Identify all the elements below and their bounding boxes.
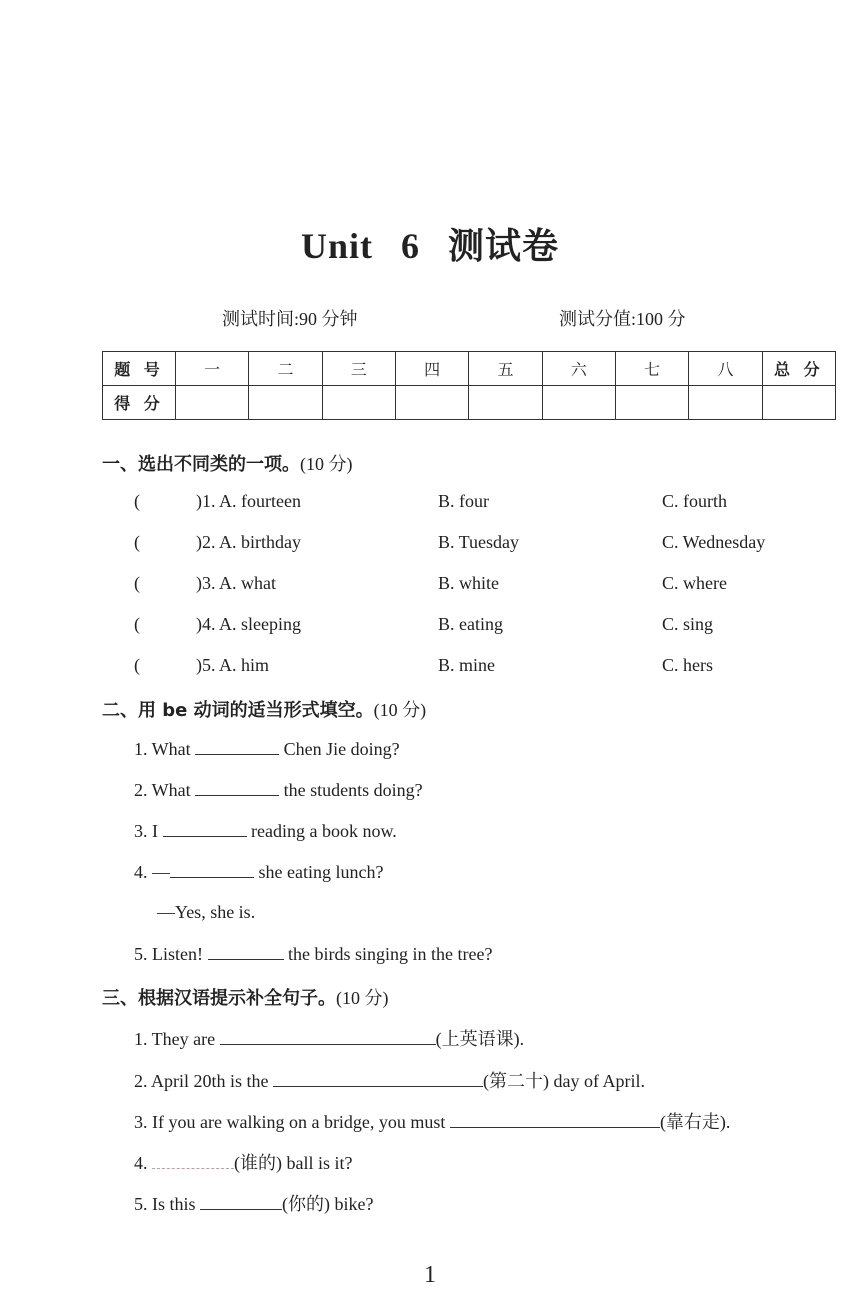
section1-option-a: )4. A. sleeping [196,614,301,634]
section2-item [134,820,397,842]
item-text: 1. They are [134,1029,220,1049]
item-text: (你的) bike? [282,1194,374,1214]
section1-title: 一、选出不同类的一项。 [102,454,300,475]
item-text: 2. April 20th is the [134,1071,273,1091]
section1-option-c: C. sing [662,614,714,634]
section1-paren[interactable]: ( [134,655,140,675]
section2-heading [102,696,426,722]
fill-blank[interactable] [200,1193,282,1210]
section2-item [134,779,423,801]
section3-item [134,1108,730,1134]
section1-option-b: B. Tuesday [438,532,520,552]
fill-blank[interactable] [195,738,279,755]
section1-heading [102,450,353,476]
score-cell[interactable] [249,386,322,420]
page-number: 1 [424,1262,436,1288]
item-text: 2. What [134,780,196,800]
header-cell: 四 [395,352,468,386]
section1-paren[interactable]: ( [134,614,140,634]
section1-paren[interactable]: ( [134,573,140,593]
section1-option-a: )2. A. birthday [196,532,301,552]
score-table-score-row [103,386,836,420]
score-cell[interactable] [176,386,249,420]
section3-heading [102,984,389,1010]
section1-points: (10 分) [300,454,353,474]
header-cell: 总 分 [762,352,835,386]
title-unit: Unit [300,226,373,266]
item-text: (靠右走). [659,1112,731,1132]
item-text: (上英语课). [435,1029,525,1049]
header-cell: 二 [249,352,322,386]
score-cell[interactable] [395,386,468,420]
section1-option-c: C. Wednesday [662,532,766,552]
section1-option-c: C. where [662,573,727,593]
section3-title: 三、根据汉语提示补全句子。 [102,988,336,1009]
section1-paren[interactable]: ( [134,532,140,552]
item-text: 5. Listen! [134,944,208,964]
header-cell: 八 [689,352,762,386]
section1-option-c: C. hers [662,655,713,675]
section2-item [134,738,400,760]
item-text: 1. What [134,739,196,759]
test-time: 测试时间:90 分钟 [222,309,358,329]
fill-blank[interactable] [208,943,284,960]
item-text: she eating lunch? [254,862,384,882]
section2-title: 二、用 be 动词的适当形式填空。 [102,700,374,721]
item-text: the students doing? [279,780,423,800]
score-cell[interactable] [615,386,688,420]
section1-option-a: )3. A. what [196,573,276,593]
fill-blank[interactable] [152,1152,234,1169]
section2-item [134,943,492,965]
item-text: (第二十) day of April. [483,1071,645,1091]
section3-item [134,1190,373,1216]
section1-option-a: )5. A. him [196,655,270,675]
section3-points: (10 分) [336,988,389,1008]
fill-blank[interactable] [163,820,247,837]
header-cell: 题 号 [103,352,176,386]
section1-paren[interactable]: ( [134,491,140,511]
section1-option-b: B. four [438,491,489,511]
section1-option-c: C. fourth [662,491,727,511]
fill-blank[interactable] [220,1028,436,1045]
header-cell: 三 [322,352,395,386]
item-text: 4. [134,1153,152,1173]
header-cell: 七 [615,352,688,386]
score-table-header-row [103,352,836,386]
section2-item [134,861,383,883]
fill-blank[interactable] [273,1070,483,1087]
section1-option-b: B. mine [438,655,495,675]
section1-option-b: B. white [438,573,499,593]
section1-option-a: )1. A. fourteen [196,491,301,511]
fill-blank[interactable] [450,1111,660,1128]
score-cell[interactable] [689,386,762,420]
section1-option-b: B. eating [438,614,503,634]
header-cell: 一 [176,352,249,386]
fill-blank[interactable] [195,779,279,796]
item-text: 5. Is this [134,1194,201,1214]
item-text: reading a book now. [246,821,397,841]
score-cell[interactable] [542,386,615,420]
score-cell[interactable] [469,386,542,420]
score-cell[interactable] [762,386,835,420]
page-title [0,218,860,269]
section3-item [134,1149,352,1175]
item-text: the birds singing in the tree? [283,944,493,964]
title-name: 测试卷 [448,226,560,267]
test-score: 测试分值:100 分 [559,309,686,329]
title-number: 6 [401,226,420,266]
score-cell[interactable] [322,386,395,420]
section2-reply: —Yes, she is. [157,902,256,922]
section2-points: (10 分) [373,700,427,720]
section3-item [134,1067,645,1093]
score-table [102,351,836,420]
item-text: (谁的) ball is it? [234,1153,353,1173]
item-text: 3. I [134,821,163,841]
item-text: 4. — [134,862,170,882]
header-cell: 六 [542,352,615,386]
section3-item [134,1025,524,1051]
row-label: 得 分 [103,386,176,420]
header-cell: 五 [469,352,542,386]
fill-blank[interactable] [170,861,254,878]
item-text: 3. If you are walking on a bridge, you must [134,1112,450,1132]
item-text: Chen Jie doing? [279,739,400,759]
